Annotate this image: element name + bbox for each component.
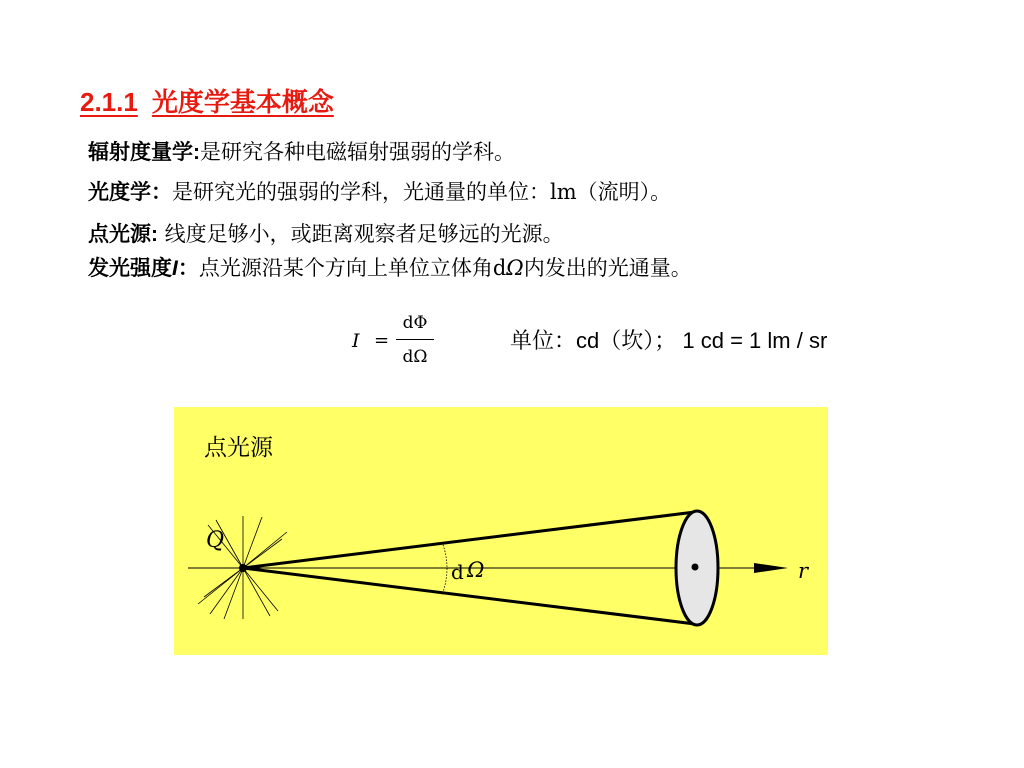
radiometry-sep: : (193, 141, 200, 164)
source-point (239, 564, 247, 572)
unit-relation: 1 cd = 1 lm / sr (676, 328, 828, 353)
intensity-omega: Ω (506, 256, 524, 280)
intensity-formula (352, 310, 442, 372)
formula-fraction (396, 310, 434, 370)
photometry-text: 是研究光的强弱的学科，光通量的单位：lm（流明）。 (172, 180, 672, 204)
photometry-term: 光度学： (88, 181, 172, 204)
radiometry-term: 辐射度量学 (88, 141, 193, 164)
unit-prefix: 单位： (510, 329, 577, 354)
point-source-definition (88, 224, 564, 245)
formula-denominator: dΩ (402, 347, 428, 367)
unit-paren: （坎）； (599, 329, 677, 354)
point-q-label: Q (206, 528, 225, 553)
intensity-symbol: I (172, 257, 178, 280)
intensity-colon: ： (177, 257, 199, 280)
point-source-term: 点光源: (88, 223, 158, 246)
photometry-definition (88, 182, 671, 203)
diagram-label: 点光源 (204, 435, 273, 461)
title-number: 2.1.1 (80, 87, 138, 117)
unit-line (510, 324, 827, 355)
intensity-definition (88, 258, 692, 279)
radiometry-definition (88, 142, 515, 163)
point-source-text: 线度足够小，或距离观察者足够远的光源。 (158, 222, 564, 246)
slide-title (80, 82, 334, 119)
axis-r-label: r (798, 559, 809, 583)
cone-center-dot (692, 564, 699, 571)
formula-numerator: dΦ (402, 313, 428, 333)
formula-lhs: I (352, 330, 360, 352)
title-text: 光度学基本概念 (151, 87, 334, 117)
solid-angle-omega: Ω (467, 558, 485, 582)
fraction-bar (396, 339, 434, 340)
point-source-diagram (174, 407, 828, 655)
solid-angle-d: d (451, 560, 464, 584)
formula-eq: = (374, 330, 390, 351)
intensity-text-post: 内发出的光通量。 (523, 256, 692, 280)
cone-diagram-svg (174, 407, 828, 655)
intensity-text-pre: 点光源沿某个方向上单位立体角d (198, 256, 507, 280)
axis-arrow-icon (754, 563, 788, 573)
radiometry-text: 是研究各种电磁辐射强弱的学科。 (200, 140, 515, 164)
intensity-term: 发光强度 (88, 257, 172, 280)
unit-cd: cd (576, 328, 600, 353)
